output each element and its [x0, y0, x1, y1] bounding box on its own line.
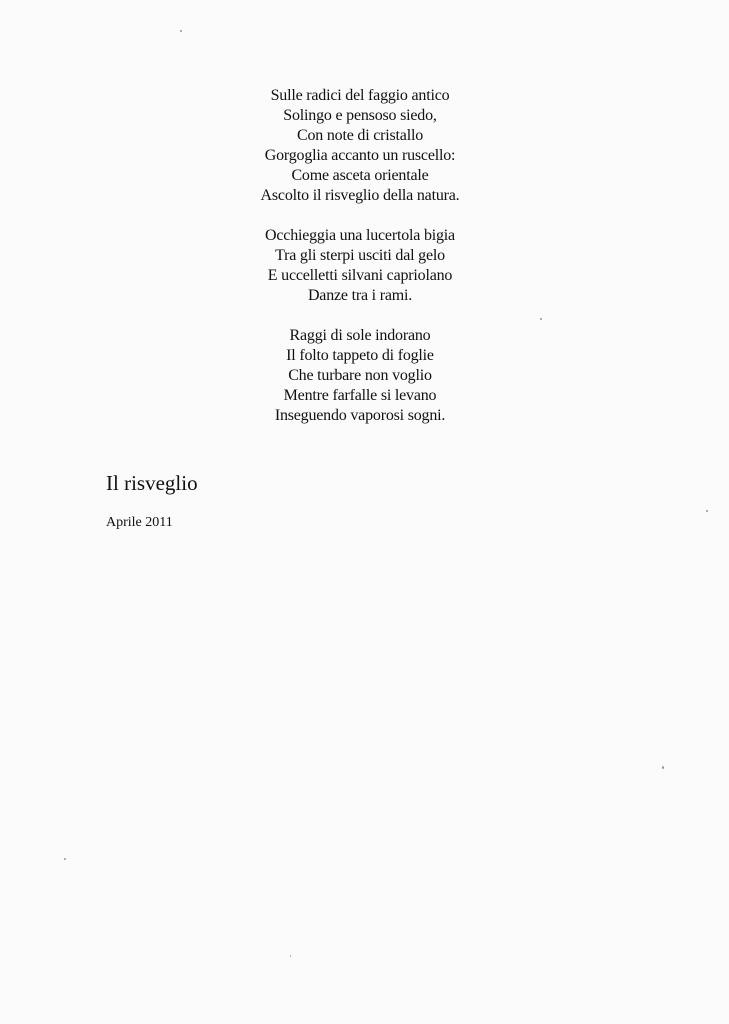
verse-line: Che turbare non voglio: [288, 367, 432, 384]
verse-line: Come asceta orientale: [291, 167, 429, 184]
verse-line: Mentre farfalle si levano: [283, 387, 437, 404]
scan-speck: [180, 30, 182, 32]
scan-speck: [706, 510, 708, 512]
verse-line: E uccelletti silvani capriolano: [267, 267, 453, 284]
stanza-2: [130, 226, 590, 306]
verse-line: Il folto tappeto di foglie: [286, 347, 434, 364]
verse-line: Raggi di sole indorano: [289, 327, 431, 344]
scan-speck: [662, 766, 664, 769]
verse-line: Inseguendo vaporosi sogni.: [274, 407, 446, 424]
verse-line: Occhieggia una lucertola bigia: [265, 227, 455, 244]
poem-title: Il risveglio: [106, 471, 198, 495]
poem: [130, 86, 590, 446]
stanza-3: [130, 326, 590, 426]
verse-line: Sulle radici del faggio antico: [270, 87, 450, 104]
scan-speck: [64, 858, 66, 860]
verse-line: Ascolto il risveglio della natura.: [260, 187, 460, 204]
poem-date: Aprile 2011: [106, 515, 173, 530]
verse-line: Danze tra i rami.: [307, 287, 413, 304]
verse-line: Solingo e pensoso siedo,: [283, 107, 437, 124]
verse-line: Con note di cristallo: [296, 127, 423, 144]
scan-speck: [540, 318, 542, 320]
verse-line: Gorgoglia accanto un ruscello:: [264, 147, 456, 164]
scan-speck: [290, 955, 291, 957]
verse-line: Tra gli sterpi usciti dal gelo: [275, 247, 445, 264]
stanza-1: [130, 86, 590, 206]
